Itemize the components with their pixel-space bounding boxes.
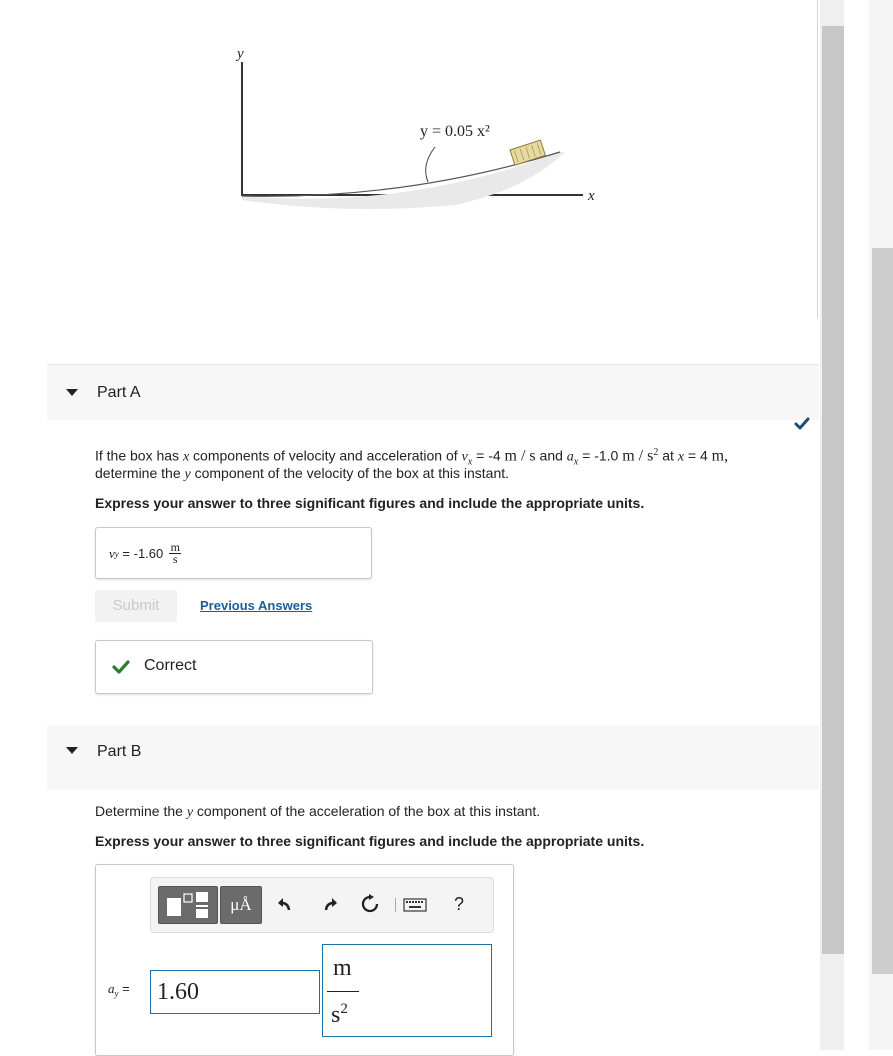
previous-answers-link[interactable]: Previous Answers [200, 598, 313, 613]
x-axis-label: x [588, 188, 595, 204]
redo-icon [321, 896, 339, 912]
units-input[interactable] [322, 944, 492, 1037]
part-a-title: Part A [97, 384, 141, 401]
part-b-instructions: Express your answer to three significant figures and include the appropriate units. [95, 833, 645, 849]
feedback-box [95, 640, 373, 694]
units-button[interactable]: μÅ [220, 886, 262, 924]
keyboard-icon [403, 898, 427, 912]
part-a-answer-unit: m s [170, 540, 180, 566]
submit-button[interactable]: Submit [95, 590, 177, 622]
unit-numerator: m [333, 955, 352, 981]
templates-button[interactable] [158, 886, 218, 924]
reset-button[interactable] [356, 890, 384, 918]
part-b-header[interactable] [47, 726, 819, 790]
part-a-answer: v y = -1.60 m s [109, 540, 180, 566]
panel-divider [817, 0, 818, 318]
equation-leader-line [426, 147, 435, 182]
part-a-question-line2: determine the y component of the velocity of the box at this instant. [95, 465, 510, 482]
acceleration-value-input[interactable]: 1.60 [150, 970, 320, 1014]
fraction-bar [327, 991, 359, 992]
correct-check-icon [112, 659, 130, 675]
math-toolbar [150, 877, 494, 933]
undo-icon [276, 896, 294, 912]
keyboard-button[interactable] [401, 892, 429, 918]
part-b-question: Determine the y component of the acceleration of the box at this instant. [95, 803, 541, 820]
part-b-answer-label: $a_y$ = [108, 981, 134, 999]
undo-button[interactable] [271, 890, 299, 918]
redo-button[interactable] [316, 890, 344, 918]
part-a-header[interactable] [47, 364, 819, 420]
caret-down-icon[interactable] [66, 389, 78, 396]
inner-scrollbar-thumb[interactable] [822, 26, 844, 954]
curve-equation: y = 0.05 x² [420, 123, 490, 140]
correct-label: Correct [144, 657, 197, 674]
templates-icon [164, 890, 212, 920]
caret-down-icon[interactable] [66, 747, 78, 754]
part-a-question: If the box has x components of velocity and acceleration of $v_x = -4$ m / s and $a_x = -1.0$ m / $s^2$ at x = 4 m, [95, 447, 729, 468]
help-button[interactable]: ? [453, 893, 464, 914]
part-b-title: Part B [97, 743, 142, 760]
problem-figure [225, 40, 625, 230]
check-icon [794, 417, 810, 431]
part-a-instructions: Express your answer to three significant figures and include the appropriate units. [95, 495, 645, 511]
unit-denominator: $s^2$ [331, 1001, 348, 1028]
reset-icon [360, 894, 380, 914]
toolbar-divider [395, 898, 396, 912]
part-a-answer-box [95, 527, 372, 579]
y-axis-label: y [237, 46, 244, 62]
part-a-answer-value: -1.60 [133, 546, 164, 561]
outer-scrollbar-thumb[interactable] [872, 248, 893, 974]
